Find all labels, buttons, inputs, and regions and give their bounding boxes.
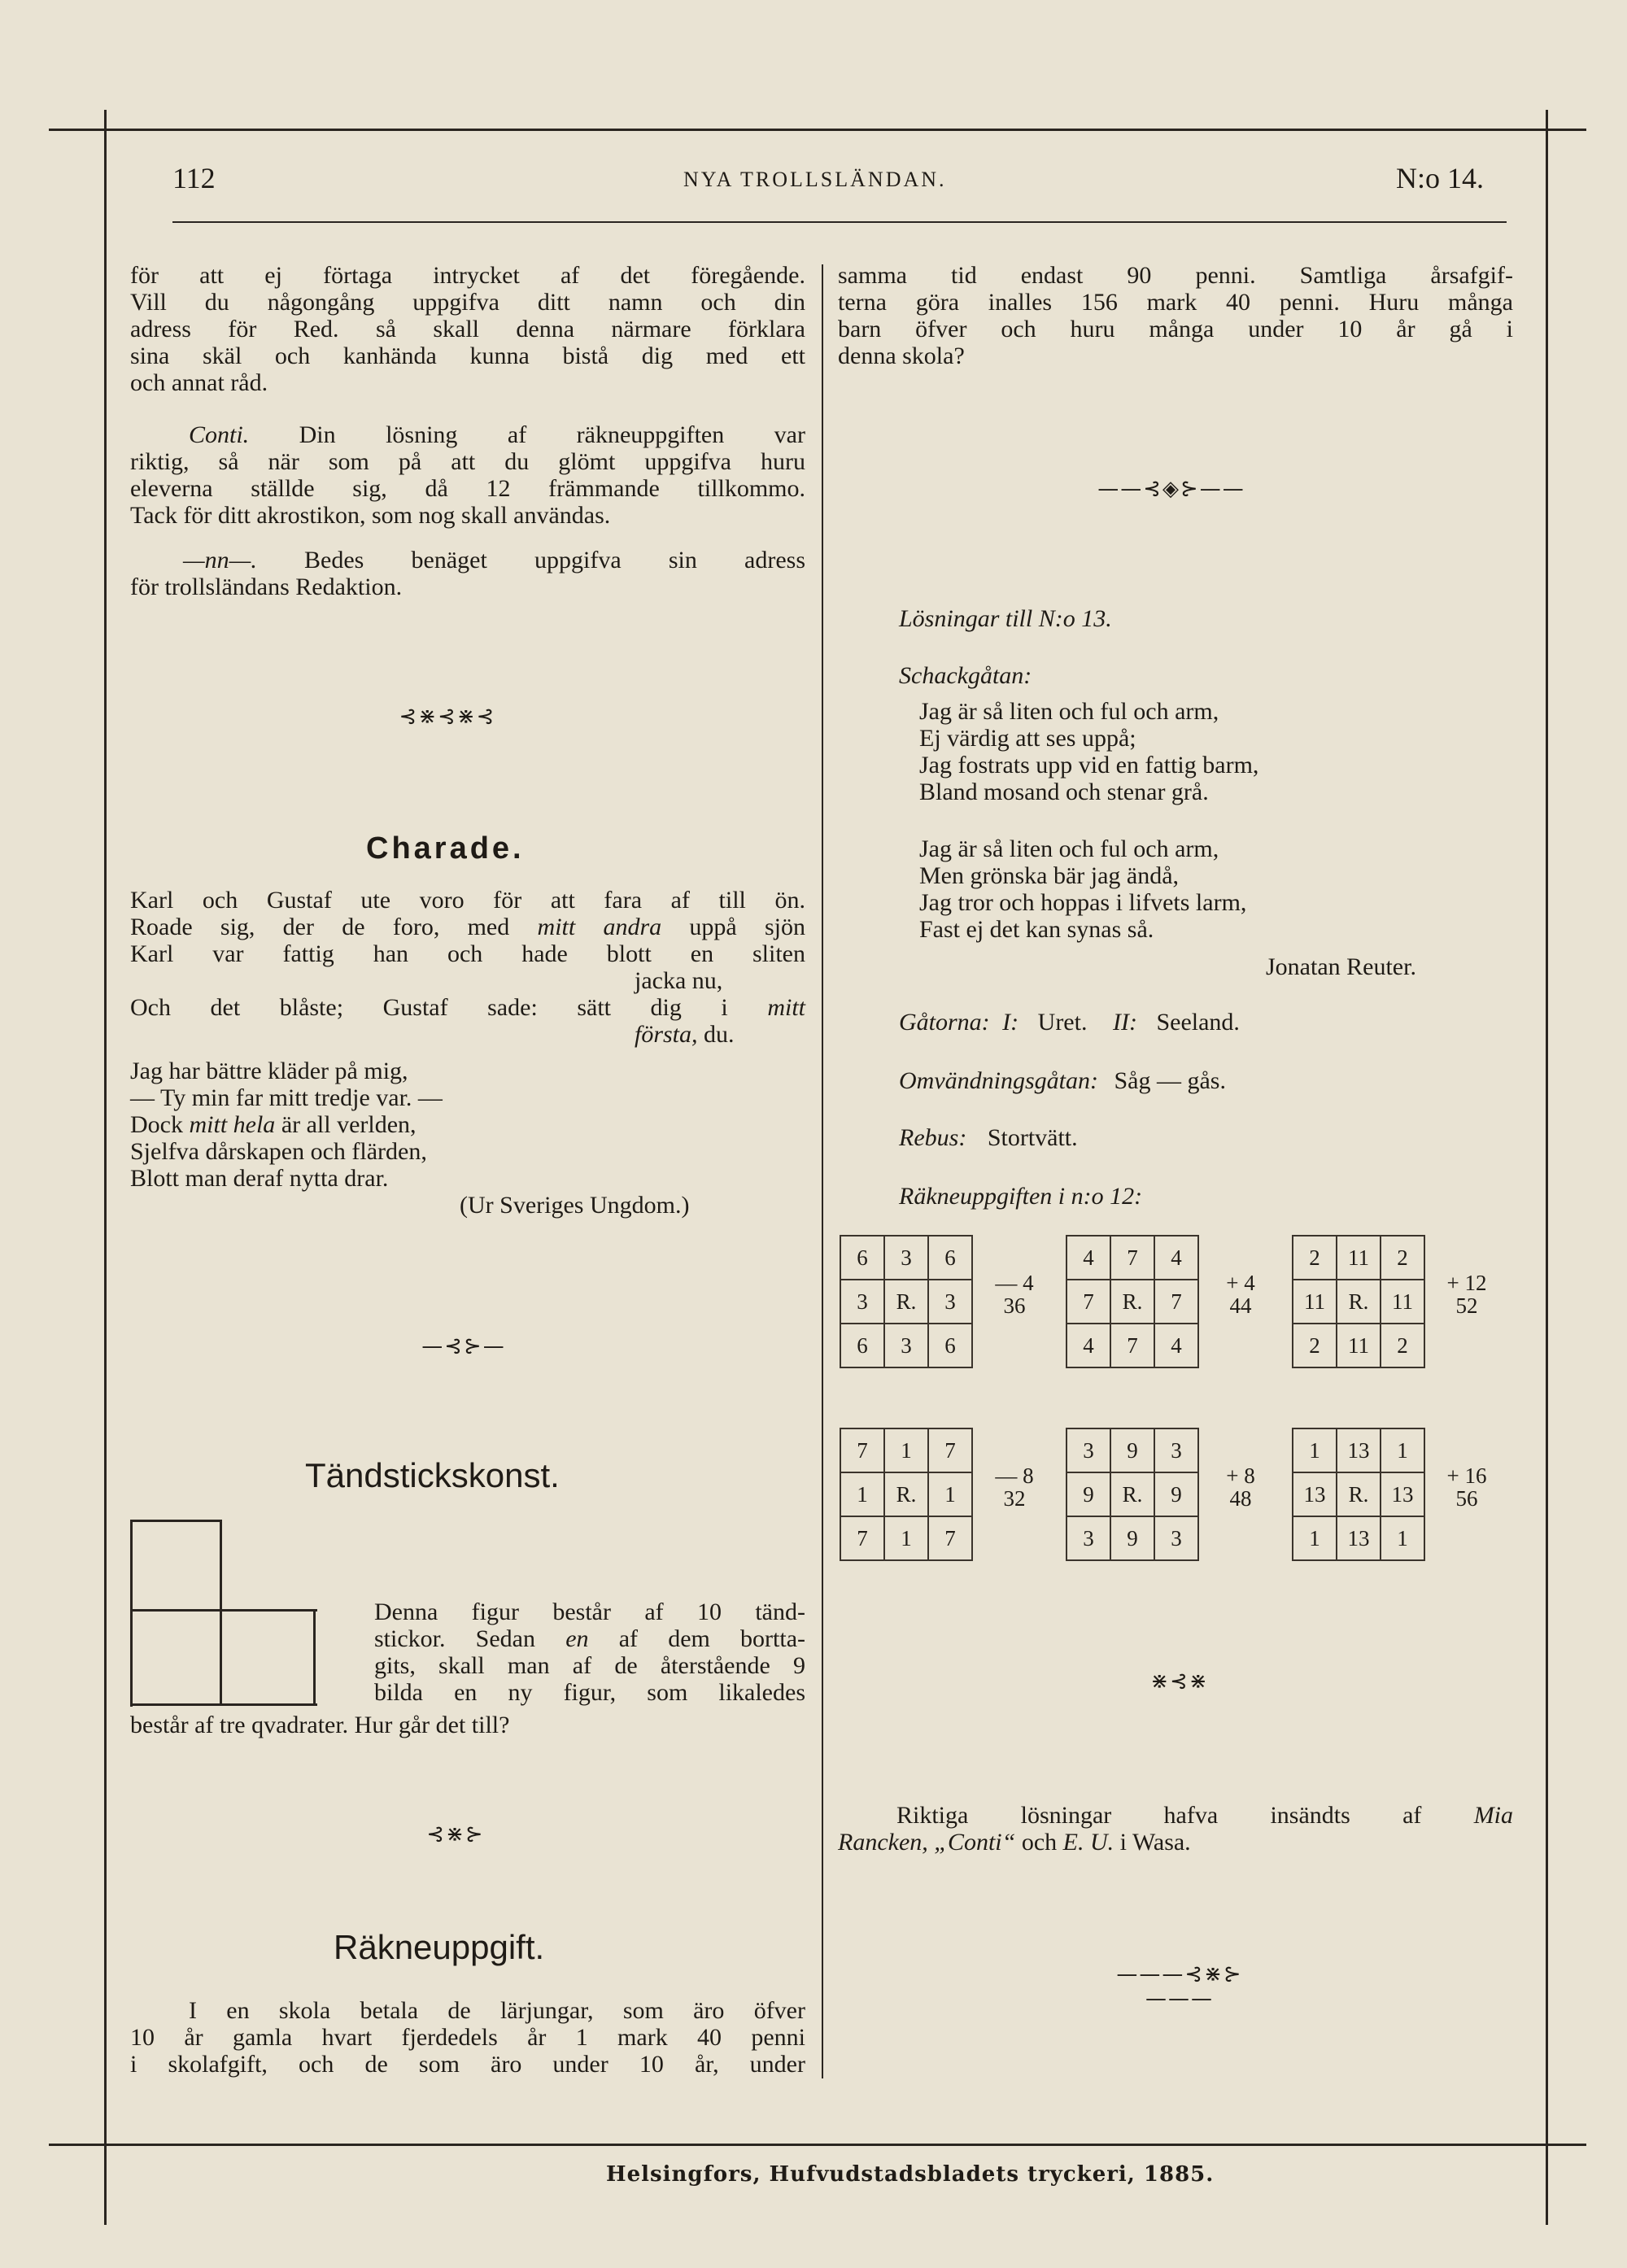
grid-cell: 7 [1154, 1280, 1198, 1324]
grid-total: 36 [1003, 1293, 1026, 1318]
solution-grid [1292, 1235, 1425, 1368]
ornament-top-right: ——⊰◈⊱—— [1097, 477, 1245, 501]
rebus-answer: Rebus: Stortvätt. [899, 1124, 1078, 1151]
grid-cell: 9 [1110, 1428, 1154, 1472]
grid-op-sign: + 4 [1226, 1271, 1255, 1295]
charade-verse: Jag har bättre kläder på mig, — Ty min far mitt tredje var. — Dock mitt hela är all verlden, Sjelfva dårskapen och flärden, Blott man deraf nytta drar. (Ur Sveriges Ungdom.) [130, 1058, 690, 1219]
grid-cell: 7 [928, 1516, 972, 1560]
grid-operation [986, 1464, 1043, 1510]
column-divider [822, 264, 823, 2078]
grid-cell: 1 [928, 1472, 972, 1516]
grid-cell: 2 [1381, 1324, 1424, 1367]
page-number: 112 [172, 162, 216, 194]
correct-solvers: Riktiga lösningar hafva insändts af Mia Rancken, „Conti“ och E. U. i Wasa. [838, 1802, 1514, 1856]
grid-cell: 11 [1337, 1324, 1381, 1367]
imprint: Helsingfors, Hufvudstadsbladets tryckeri, 1885. [606, 2162, 1215, 2187]
grid-cell: R. [1110, 1280, 1154, 1324]
grid-total: 52 [1455, 1293, 1478, 1318]
grid-cell: R. [1337, 1280, 1381, 1324]
ornament-2: —⊰⊱— [421, 1334, 506, 1359]
grid-cell: 13 [1381, 1472, 1424, 1516]
solution-grid [1066, 1428, 1199, 1561]
grid-cell: 6 [928, 1236, 972, 1280]
grid-cell: 9 [1066, 1472, 1110, 1516]
solutions-title: Lösningar till N:o 13. [899, 605, 1112, 632]
arithmetic-title: Räkneuppgift. [334, 1928, 545, 1966]
grid-cell: 13 [1337, 1428, 1381, 1472]
right-border [1546, 110, 1548, 2225]
ornament-1: ⊰⋇⊰⋇⊰ [399, 704, 496, 729]
right-continuation: samma tid endast 90 penni. Samtliga årsafgif- terna göra inalles 156 mark 40 penni. Huru många barn öfver och huru många under 10 år gå i denna skola? [838, 262, 1513, 369]
left-border [104, 110, 107, 2225]
grid-cell: 4 [1066, 1324, 1110, 1367]
grid-cell: 2 [1381, 1236, 1424, 1280]
matchstick-title: Tändstickskonst. [305, 1456, 560, 1494]
charade-text: Karl och Gustaf ute voro för att fara af till ön. Roade sig, der de foro, med mitt andra uppå sjön Karl var fattig han och hade blott en sliten jacka nu, Och det blåste; Gustaf sade: sätt dig i mitt första, du. [130, 887, 806, 1048]
grid-cell: 3 [1066, 1516, 1110, 1560]
grid-cell: 2 [1293, 1324, 1337, 1367]
grid-cell: 3 [884, 1324, 928, 1367]
grid-cell: 9 [1154, 1472, 1198, 1516]
matchstick-last: består af tre qvadrater. Hur går det till? [130, 1712, 510, 1738]
grid-cell: 3 [884, 1236, 928, 1280]
grid-cell: 7 [1066, 1280, 1110, 1324]
ornament-bottom-right: ———⊰⋇⊱——— [1116, 1962, 1243, 2011]
solution-grid [1292, 1428, 1425, 1561]
grid-cell: 1 [884, 1516, 928, 1560]
top-border [49, 129, 1586, 131]
grid-cell: 3 [1154, 1516, 1198, 1560]
solution-grid [840, 1235, 973, 1368]
grid-cell: 9 [1110, 1516, 1154, 1560]
grid-cell: 3 [1066, 1428, 1110, 1472]
grid-cell: 6 [840, 1324, 884, 1367]
grid-total: 56 [1455, 1486, 1478, 1511]
grid-op-sign: — 4 [995, 1271, 1034, 1295]
reversal-answer: Omvändningsgåtan: Såg — gås. [899, 1067, 1226, 1094]
grid-cell: 11 [1337, 1236, 1381, 1280]
grid-op-sign: — 8 [995, 1463, 1034, 1488]
poem-stanza-2: Jag är så liten och ful och arm, Men grönska bär jag ändå, Jag tror och hoppas i lifvets larm, Fast ej det kan synas så. [919, 835, 1247, 943]
grid-cell: R. [1337, 1472, 1381, 1516]
grid-cell: 1 [1381, 1428, 1424, 1472]
grid-total: 48 [1229, 1486, 1252, 1511]
grid-op-sign: + 8 [1226, 1463, 1255, 1488]
grid-cell: 13 [1293, 1472, 1337, 1516]
nn-paragraph: —nn—. Bedes benäget uppgifva sin adress för trollsländans Redaktion. [130, 547, 805, 600]
conti-paragraph: Conti. Din lösning af räkneuppgiften var riktig, så när som på att du glömt uppgifva huru eleverna ställde sig, då 12 främmande tillkommo. Tack för ditt akrostikon, som nog skall användas. [130, 421, 805, 529]
matchstick-text: Denna figur består af 10 tänd- stickor. Sedan en af dem bortta- gits, skall man af de återstående 9 bilda en ny figur, som likaledes [374, 1599, 805, 1706]
grid-cell: 4 [1066, 1236, 1110, 1280]
grid-operation [986, 1271, 1043, 1317]
grid-cell: 7 [1110, 1236, 1154, 1280]
grid-cell: 7 [928, 1428, 972, 1472]
grid-cell: 7 [1110, 1324, 1154, 1367]
grid-op-sign: + 16 [1446, 1463, 1487, 1488]
grid-cell: 1 [1381, 1516, 1424, 1560]
grid-cell: R. [884, 1280, 928, 1324]
solution-grid [840, 1428, 973, 1561]
grid-cell: 13 [1337, 1516, 1381, 1560]
grid-cell: 7 [840, 1428, 884, 1472]
intro-paragraph: för att ej förtaga intrycket af det föregående. Vill du någongång uppgifva ditt namn och din adress för Red. så skall denna närmare förklara sina skäl och kanhända kunna bistå dig med ett och annat råd. [130, 262, 805, 396]
arithmetic-text: I en skola betala de lärjungar, som äro öfver 10 år gamla hvart fjerdedels år 1 mark 40 penni i skolafgift, och de som äro under 10 år, under [130, 1997, 805, 2078]
grid-cell: R. [1110, 1472, 1154, 1516]
grid-cell: 1 [1293, 1516, 1337, 1560]
poem-author: Jonatan Reuter. [1266, 953, 1416, 980]
grid-cell: R. [884, 1472, 928, 1516]
grid-cell: 3 [840, 1280, 884, 1324]
grid-cell: 3 [928, 1280, 972, 1324]
grid-cell: 6 [928, 1324, 972, 1367]
grid-total: 44 [1229, 1293, 1252, 1318]
poem-stanza-1: Jag är så liten och ful och arm, Ej värdig att ses uppå; Jag fostrats upp vid en fattig barm, Bland mosand och stenar grå. [919, 698, 1259, 805]
grid-cell: 1 [840, 1472, 884, 1516]
grid-operation [1212, 1271, 1269, 1317]
grid-operation [1212, 1464, 1269, 1510]
grid-cell: 4 [1154, 1236, 1198, 1280]
grid-cell: 11 [1293, 1280, 1337, 1324]
bottom-border [49, 2144, 1586, 2146]
grid-cell: 6 [840, 1236, 884, 1280]
arith-solution-label: Räkneuppgiften i n:o 12: [899, 1183, 1143, 1210]
chess-label: Schackgåtan: [899, 662, 1032, 689]
grid-cell: 3 [1154, 1428, 1198, 1472]
ornament-3: ⊰⋇⊱ [426, 1822, 485, 1847]
grid-operation [1438, 1271, 1495, 1317]
matchstick-figure [130, 1520, 317, 1707]
grid-cell: 1 [884, 1428, 928, 1472]
grid-cell: 7 [840, 1516, 884, 1560]
grid-total: 32 [1003, 1486, 1026, 1511]
grid-cell: 11 [1381, 1280, 1424, 1324]
header-rule [172, 221, 1507, 223]
grid-operation [1438, 1464, 1495, 1510]
ornament-mid-right: ⋇⊰⋇ [1150, 1669, 1209, 1694]
grid-cell: 2 [1293, 1236, 1337, 1280]
grid-cell: 4 [1154, 1324, 1198, 1367]
riddles-answer: Gåtorna: I: Uret. II: Seeland. [899, 1009, 1240, 1036]
grid-op-sign: + 12 [1446, 1271, 1487, 1295]
charade-title: Charade. [366, 831, 525, 866]
issue-number: N:o 14. [1396, 162, 1484, 194]
journal-title: NYA TROLLSLÄNDAN. [683, 168, 947, 191]
grid-cell: 1 [1293, 1428, 1337, 1472]
solution-grid [1066, 1235, 1199, 1368]
